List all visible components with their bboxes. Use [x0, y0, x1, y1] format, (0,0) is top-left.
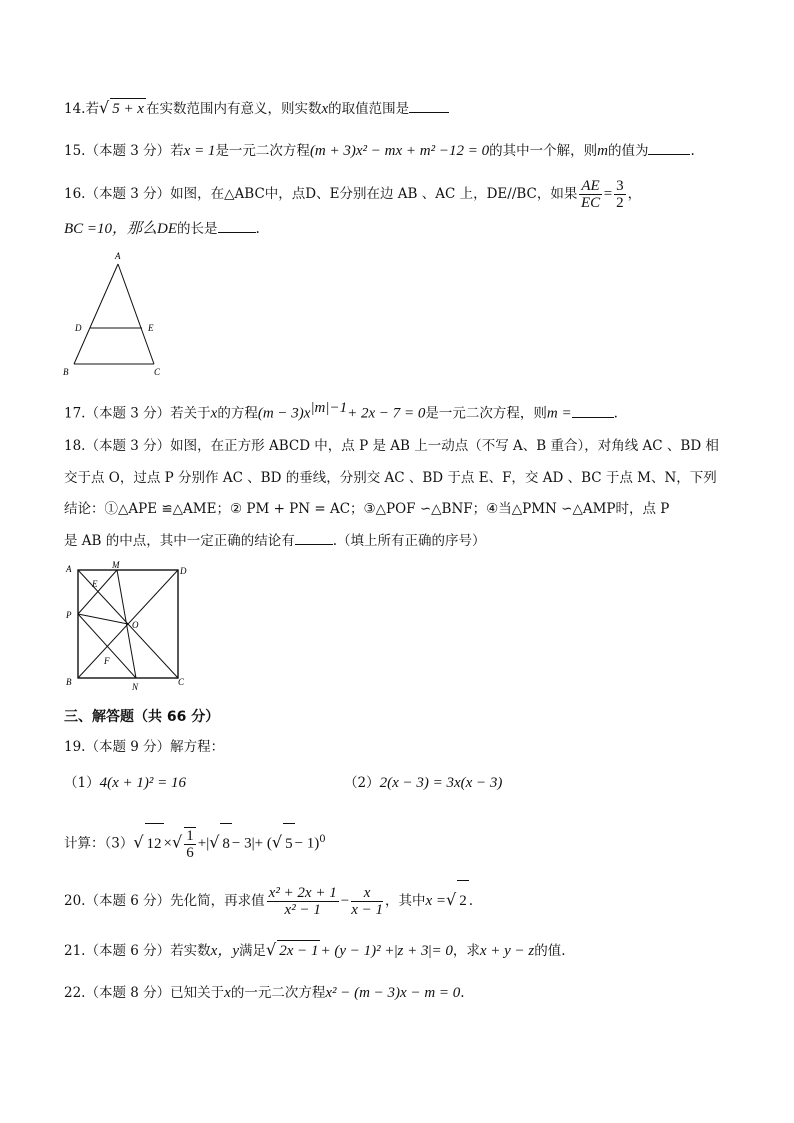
point-label-n: N — [132, 682, 139, 692]
question-17: 17.（本题 3 分）若关于x的方程$(m - 3)x^{|m|-1}+ 2x - 7 = 0$是一元二次方程，则m = . — [64, 400, 618, 422]
vertex-label-d: D — [75, 323, 82, 333]
point-label-e: E — [92, 579, 98, 589]
question-18-line2: 交于点 O，过点 P 分别作 AC 、BD 的垂线，分别交 AC 、BD 于点 E、F，交 AD 、BC 于点 M、N，下列 — [64, 470, 717, 486]
question-14: 14.若√ 5 + x 在实数范围内有意义，则实数x的取值范围是 — [64, 98, 754, 119]
fraction-3-2: $\frac{3}{2}$ — [616, 178, 624, 211]
point-label-m: M — [112, 560, 120, 570]
fraction-2: $\frac{x}{x - 1}$ — [351, 885, 383, 918]
question-18-line1: 18.（本题 3 分）如图，在正方形 ABCD 中，点 P 是 AB 上一动点（不写 A、B 重合），对角线 AC 、BD 相 — [64, 438, 719, 454]
section-heading: 三、解答题（共 66 分） — [64, 709, 220, 725]
vertex-label-a: A — [66, 564, 72, 574]
fraction-ae-ec: $\frac{AE}{EC}$ — [580, 178, 601, 211]
question-21: 21.（本题 6 分）若实数x，y满足√ 2x − 1 + (y − 1)² +|z + 3|= 0，求x + y − z的值. — [64, 940, 566, 959]
question-19-parts: （1）4(x + 1)² = 16 （2）2(x − 3) = 3x(x − 3) — [64, 775, 503, 791]
point-label-o: O — [132, 620, 139, 630]
question-18-line4: 是 AB 的中点，其中一定正确的结论有 .（填上所有正确的序号） — [64, 530, 754, 551]
answer-blank[interactable] — [572, 403, 614, 418]
question-18-line3: 结论：①△APE ≌△AME；② PM + PN = AC；③△POF ∽△BNF；④当△PMN ∽△AMP时，点 P — [64, 501, 670, 517]
vertex-label-e: E — [148, 323, 154, 333]
answer-blank[interactable] — [409, 98, 449, 113]
fraction-1: $\frac{\text{x² + 2x + 1}}{\text{x² − 1}}$ — [268, 885, 337, 918]
answer-blank[interactable] — [295, 530, 333, 545]
question-22: 22.（本题 8 分）已知关于x的一元二次方程x² − (m − 3)x − m = 0. — [64, 985, 465, 1001]
question-16: 16.（本题 3 分）如图，在△ABC中，点D、E分别在边 AB 、AC 上，DE//BC，如果 $\frac{AE}{EC}$ = $\frac{3}{2}$ ， — [64, 178, 642, 211]
vertex-label-c: C — [154, 367, 161, 377]
fraction-1-6: $\frac{1}{6}$ — [186, 828, 194, 861]
triangle-figure — [60, 250, 170, 380]
vertex-label-c: C — [178, 677, 185, 687]
question-20: 20.（本题 6 分）先化简，再求值 $\frac{\text{x² + 2x + 1}}{\text{x² − 1}}$ − $\frac{x}{x - 1}$ ，其中x =√ 2 . — [64, 880, 754, 921]
question-19-calc: 计算：（3）√ 12 ×√ $\frac{1}{6}$ +|√ 8 − 3|+ (√ 5 − 1)$^0$ — [64, 820, 754, 864]
question-16-line2: BC =10，那么DE的长是 . — [64, 218, 754, 239]
point-label-f: F — [104, 656, 110, 666]
radicand: 5 + x — [110, 98, 146, 119]
point-label-p: P — [66, 610, 72, 620]
answer-blank[interactable] — [648, 140, 690, 155]
vertex-label-b: B — [63, 367, 69, 377]
vertex-label-d: D — [180, 566, 187, 576]
square-figure — [62, 560, 192, 692]
vertex-label-b: B — [66, 677, 72, 687]
answer-blank[interactable] — [218, 218, 256, 233]
question-15: 15.（本题 3 分）若x = 1是一元二次方程(m + 3)x² − mx + m² −12 = 0的其中一个解，则m的值为 . — [64, 140, 754, 161]
vertex-label-a: A — [115, 251, 121, 261]
question-19: 19.（本题 9 分）解方程： — [64, 739, 225, 755]
